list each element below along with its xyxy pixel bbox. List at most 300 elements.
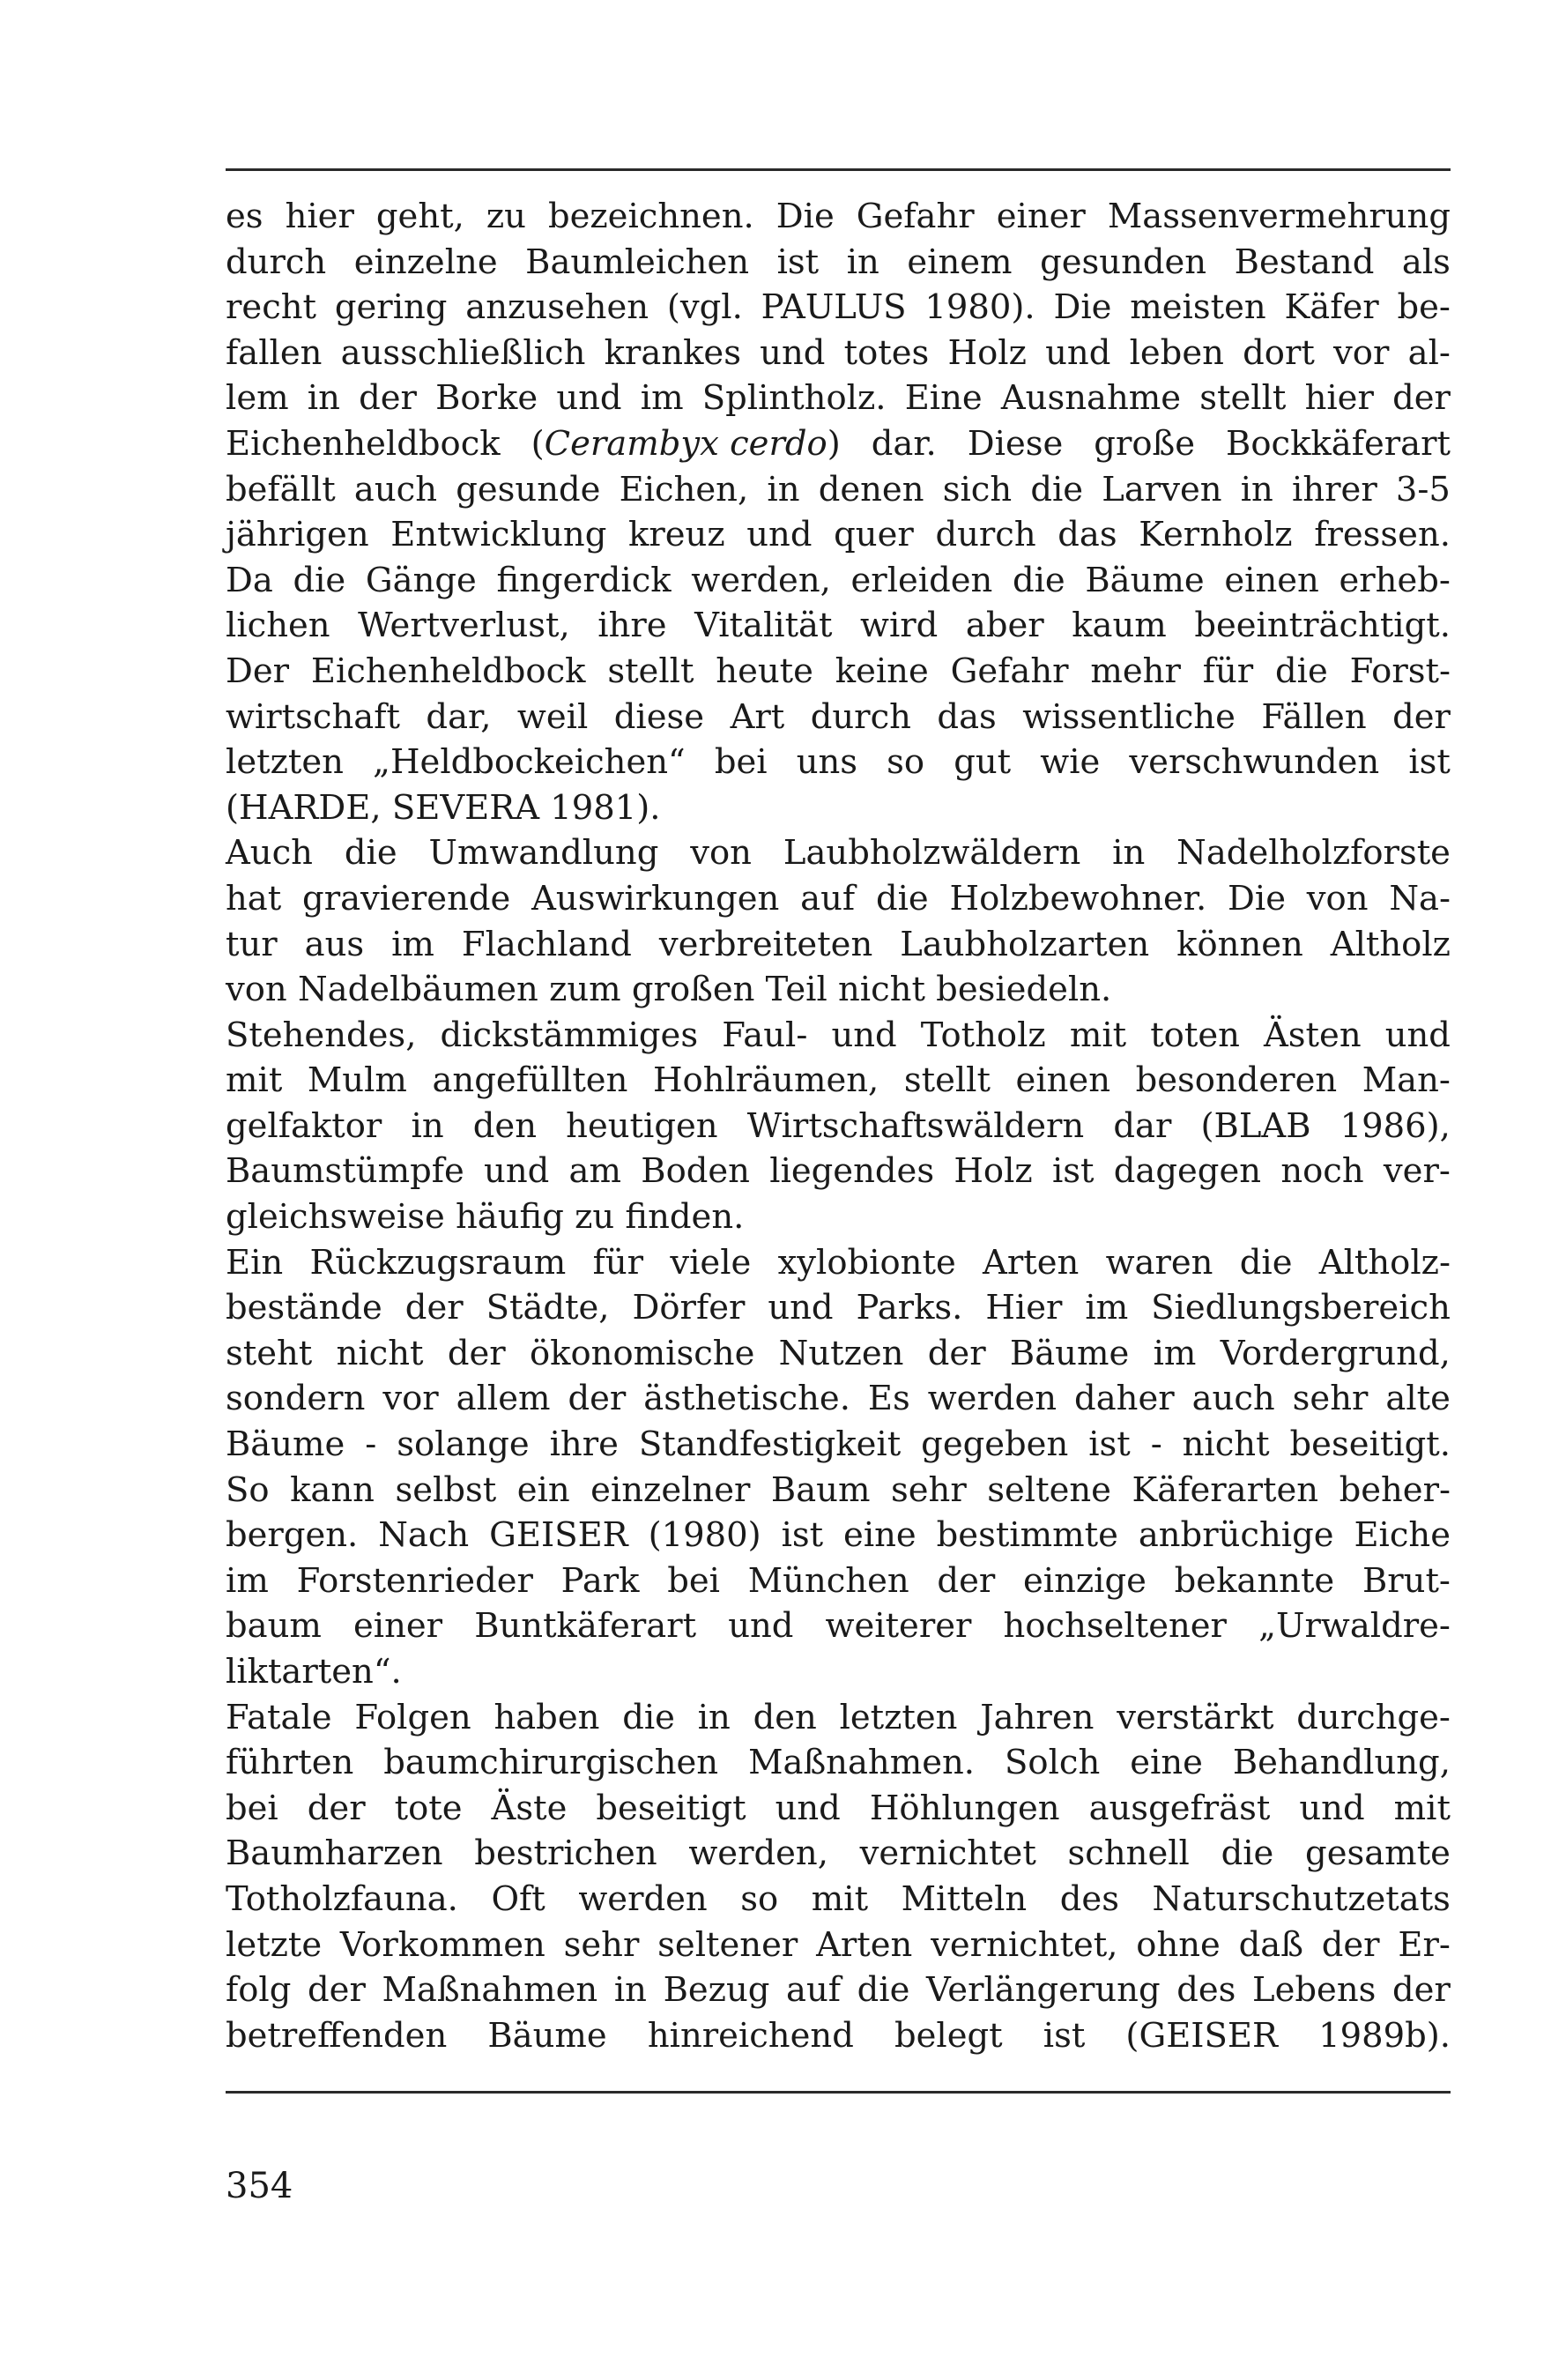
word: das	[937, 696, 997, 737]
word: die	[1239, 1242, 1293, 1283]
word: Standfestigkeit	[638, 1424, 902, 1465]
word: der	[307, 1788, 366, 1828]
word: Hier	[985, 1288, 1063, 1328]
word: es	[226, 197, 263, 236]
word: mit	[226, 1060, 283, 1101]
word: ihrer	[1292, 469, 1377, 509]
word: ökonomische	[529, 1333, 755, 1373]
word: Bestand	[1234, 242, 1375, 282]
word: leben	[1129, 332, 1224, 373]
word: so	[887, 742, 925, 783]
word: stellt	[1199, 378, 1287, 419]
text-line	[226, 1285, 1451, 1331]
word: einer	[353, 1606, 443, 1647]
word: und	[1384, 1015, 1451, 1055]
word: ein	[516, 1469, 570, 1510]
word: nicht	[1182, 1424, 1270, 1465]
word: sehr	[563, 1924, 640, 1965]
word: und	[484, 1151, 550, 1192]
word: letzten	[226, 742, 344, 783]
word: als	[1401, 242, 1451, 282]
word: Buntkäferart	[474, 1606, 697, 1647]
word: auf	[786, 1970, 842, 2011]
word: tur	[226, 924, 278, 964]
word: verschwunden	[1129, 742, 1380, 783]
word: noch	[1280, 1151, 1364, 1192]
word: beeinträchtigt.	[1194, 606, 1451, 646]
word: können	[1176, 924, 1303, 964]
word: Lebens	[1252, 1970, 1377, 2011]
word: liegendes	[769, 1151, 935, 1192]
word: durch	[935, 515, 1036, 555]
word: nicht	[336, 1333, 424, 1373]
word: durch	[810, 696, 911, 737]
word: folg	[226, 1970, 292, 2011]
word: werden,	[691, 560, 831, 600]
word: die	[1274, 651, 1328, 691]
word: die	[875, 878, 929, 919]
word: Rückzugsraum	[309, 1242, 567, 1283]
word: baumchirurgischen	[383, 1743, 719, 1783]
word: „Urwaldre-	[1258, 1606, 1451, 1647]
word: gesunde	[456, 469, 601, 509]
word: Auch	[226, 833, 313, 874]
word: Höhlungen	[869, 1788, 1060, 1828]
word: vor	[382, 1379, 439, 1419]
word: Wertverlust,	[358, 606, 570, 646]
word: befällt	[226, 469, 336, 509]
word: Faul-	[722, 1015, 808, 1055]
word: Altholz	[1330, 924, 1451, 964]
text-line	[226, 285, 1451, 331]
text-line	[226, 467, 1451, 513]
word: solange	[397, 1424, 530, 1465]
word: heute	[716, 651, 813, 691]
word: bestrichen	[474, 1833, 657, 1874]
word: Wirtschaftswäldern	[746, 1105, 1085, 1146]
text-line	[226, 649, 1451, 695]
word: Laubholzarten	[900, 924, 1150, 964]
word: Dörfer	[632, 1288, 746, 1328]
text-line	[226, 1695, 1451, 1741]
word: aber	[965, 606, 1044, 646]
word: ohne	[1136, 1924, 1221, 1965]
bottom-rule	[226, 2091, 1451, 2094]
word: Vorkommen	[339, 1924, 545, 1965]
word: Bäume	[487, 2015, 607, 2056]
text-line	[226, 331, 1451, 376]
word: Städte,	[486, 1288, 610, 1328]
word: und	[746, 515, 813, 555]
word: werden,	[688, 1833, 828, 1874]
word: ist	[1043, 2015, 1086, 2056]
word: in	[1112, 833, 1146, 874]
word: Arten	[983, 1242, 1080, 1283]
word: der	[359, 378, 417, 419]
text-line	[226, 1240, 1451, 1286]
word: bezeichnen.	[547, 197, 754, 236]
word: für	[1202, 651, 1254, 691]
word: beseitigt.	[1289, 1424, 1451, 1465]
text-line	[226, 2013, 1451, 2059]
word: Folgen	[354, 1697, 471, 1737]
word: ausschließlich	[340, 332, 586, 373]
word: weiterer	[825, 1606, 972, 1647]
word: Verlängerung	[926, 1970, 1161, 2011]
word: Splintholz.	[701, 378, 887, 419]
word: der	[568, 1379, 627, 1419]
text-line: (HARDE, SEVERA 1981).	[226, 787, 661, 828]
word: von	[690, 833, 752, 874]
word: Diese	[967, 423, 1064, 464]
word: der	[1392, 1970, 1451, 2011]
word: im	[640, 378, 684, 419]
word: Na-	[1389, 878, 1451, 919]
text-line: liktarten“.	[226, 1652, 402, 1692]
word: So	[226, 1469, 270, 1510]
word: recht	[226, 287, 317, 328]
word: und	[556, 378, 622, 419]
word: des	[1059, 1878, 1119, 1919]
word: Altholz-	[1318, 1242, 1451, 1283]
word: Eichenheldbock	[226, 423, 501, 464]
word: hier	[285, 197, 354, 236]
word: ihre	[597, 606, 667, 646]
text-line	[226, 1513, 1451, 1558]
word: hinreichend	[647, 2015, 854, 2056]
word: jährigen	[226, 515, 369, 555]
word: hier	[1304, 378, 1374, 419]
word: durchge-	[1296, 1697, 1451, 1737]
text-line	[226, 240, 1451, 286]
word: daher	[1074, 1379, 1175, 1419]
word: stellt	[607, 651, 694, 691]
word: Gefahr	[950, 651, 1069, 691]
word: Behandlung,	[1232, 1743, 1451, 1783]
text-line	[226, 1422, 1451, 1468]
word: Ein	[226, 1242, 284, 1283]
word: lichen	[226, 606, 330, 646]
word: Es	[867, 1379, 910, 1419]
word: diese	[613, 696, 705, 737]
word: erleiden	[850, 560, 993, 600]
word: Totholzfauna.	[226, 1878, 458, 1919]
text-line: von Nadelbäumen zum großen Teil nicht besiedeln.	[226, 970, 1112, 1010]
word: Nach	[378, 1515, 470, 1556]
word: ist	[1051, 1151, 1095, 1192]
word: Laubholzwäldern	[783, 833, 1081, 874]
word: fingerdick	[496, 560, 672, 600]
word: Entwicklung	[390, 515, 607, 555]
text-line	[226, 1831, 1451, 1877]
word: 1989b).	[1318, 2015, 1451, 2056]
word: gut	[954, 742, 1012, 783]
word: gelfaktor	[226, 1105, 382, 1146]
word: Ästen	[1264, 1015, 1362, 1055]
text-line	[226, 512, 1451, 558]
word: Umwandlung	[428, 833, 659, 874]
word: des	[1176, 1970, 1236, 2011]
word: Eichen,	[619, 469, 749, 509]
word: wirtschaft	[226, 696, 400, 737]
word: gesamte	[1305, 1833, 1451, 1874]
word: Die	[1228, 878, 1286, 919]
word: 1986),	[1340, 1105, 1451, 1146]
text-line	[226, 1058, 1451, 1104]
word: beher-	[1339, 1469, 1451, 1510]
word: Er-	[1398, 1924, 1451, 1965]
word: Nadelholzforste	[1176, 833, 1451, 874]
word: vernichtet,	[931, 1924, 1118, 1965]
word: in	[613, 1970, 647, 2011]
text-line	[226, 558, 1451, 604]
word: ist	[1088, 1424, 1131, 1465]
word: die	[1221, 1833, 1274, 1874]
word: mit	[1393, 1788, 1451, 1828]
word: Holz	[954, 1151, 1033, 1192]
word: ausgefräst	[1088, 1788, 1271, 1828]
word: den	[753, 1697, 817, 1737]
word: Äste	[491, 1788, 568, 1828]
text-line	[226, 1468, 1451, 1514]
word: kann	[290, 1469, 375, 1510]
word: Fällen	[1261, 696, 1367, 737]
word: auch	[1191, 1379, 1275, 1419]
word: werden	[578, 1878, 708, 1919]
word: dar	[1113, 1105, 1172, 1146]
text-line	[226, 830, 1451, 876]
text-line	[226, 1603, 1451, 1649]
word: Boden	[641, 1151, 750, 1192]
word: für	[592, 1242, 644, 1283]
word: fressen.	[1314, 515, 1451, 555]
word: Mitteln	[901, 1878, 1028, 1919]
word: 3-5	[1395, 469, 1451, 509]
word: Holzbewohner.	[949, 878, 1207, 919]
body-text	[226, 194, 1451, 2058]
word: werden	[927, 1379, 1058, 1419]
word: die	[1012, 560, 1065, 600]
word: Käfer	[1284, 287, 1379, 328]
word: bekannte	[1174, 1560, 1335, 1601]
word: Park	[560, 1560, 640, 1601]
word: Borke	[435, 378, 538, 419]
word: Hohlräumen,	[652, 1060, 879, 1101]
word: und	[768, 1288, 834, 1328]
word: aus	[304, 924, 365, 964]
word: verbreiteten	[658, 924, 873, 964]
word: bestimmte	[936, 1515, 1118, 1556]
word: quer	[834, 515, 914, 555]
word: verstärkt	[1117, 1697, 1274, 1737]
word: Bezug	[663, 1970, 770, 2011]
word: Flachland	[461, 924, 632, 964]
word: bei	[226, 1788, 278, 1828]
word: bestände	[226, 1288, 382, 1328]
word: Art	[730, 696, 785, 737]
word: Baumstümpfe	[226, 1151, 464, 1192]
word: dickstämmiges	[440, 1015, 699, 1055]
word: (1980)	[648, 1515, 761, 1556]
word: und	[728, 1606, 794, 1647]
word: Arten	[816, 1924, 913, 1965]
word: mit	[811, 1878, 869, 1919]
word: kaum	[1072, 606, 1167, 646]
word: in	[411, 1105, 444, 1146]
word: das	[1058, 515, 1117, 555]
word: wird	[860, 606, 939, 646]
word: ihre	[549, 1424, 619, 1465]
word: Nutzen	[778, 1333, 904, 1373]
word: daß	[1238, 1924, 1303, 1965]
text-line	[226, 1104, 1451, 1149]
word: der	[937, 1560, 996, 1601]
word: der	[1392, 696, 1451, 737]
word: Baum	[770, 1469, 871, 1510]
text-line	[226, 922, 1451, 968]
word: krankes	[604, 332, 741, 373]
word: gravierende	[302, 878, 511, 919]
word: gering	[334, 287, 448, 328]
word: Maßnahmen	[382, 1970, 598, 2011]
word: München	[747, 1560, 909, 1601]
text-line	[226, 376, 1451, 421]
word: uns	[796, 742, 858, 783]
text-line	[226, 1558, 1451, 1604]
word: Gänge	[365, 560, 477, 600]
word: Ausnahme	[1000, 378, 1182, 419]
word: lem	[226, 378, 289, 419]
word: und	[831, 1015, 897, 1055]
word: im	[1085, 1288, 1129, 1328]
text-line	[226, 740, 1451, 785]
word: Bäume	[226, 1424, 345, 1465]
word: viele	[670, 1242, 752, 1283]
word: in	[767, 469, 800, 509]
word: einen	[1224, 560, 1319, 600]
word: eine	[1130, 1743, 1203, 1783]
word: (GEISER	[1125, 2015, 1278, 2056]
word: weil	[516, 696, 589, 737]
word: Fatale	[226, 1697, 332, 1737]
text-line	[226, 1013, 1451, 1059]
word: der	[308, 1970, 366, 2011]
word: den	[472, 1105, 537, 1146]
text-line: gleichsweise häufig zu finden.	[226, 1197, 745, 1238]
word: bei	[714, 742, 768, 783]
word: im	[1153, 1333, 1197, 1373]
text-line	[226, 603, 1451, 649]
text-line	[226, 1740, 1451, 1786]
word: Eine	[904, 378, 983, 419]
word: auch	[353, 469, 438, 509]
word: Brut-	[1362, 1560, 1451, 1601]
text-line	[226, 1376, 1451, 1422]
word: vernichtet	[859, 1833, 1036, 1874]
word: GEISER	[489, 1515, 628, 1556]
word: -	[365, 1424, 377, 1465]
word: geht,	[375, 197, 464, 236]
word: waren	[1105, 1242, 1213, 1283]
word: der	[1321, 1924, 1380, 1965]
page-number: 354	[226, 2166, 293, 2206]
word: eine	[843, 1515, 916, 1556]
word: Forstenrieder	[296, 1560, 533, 1601]
word: Man-	[1362, 1060, 1451, 1101]
word: einzelner	[590, 1469, 751, 1510]
word: hat	[226, 878, 282, 919]
word: tote	[394, 1788, 463, 1828]
word: denen	[818, 469, 924, 509]
word: der	[447, 1333, 506, 1373]
word: auf	[800, 878, 856, 919]
word: gegeben	[921, 1424, 1069, 1465]
word: bei	[667, 1560, 720, 1601]
word: in	[1240, 469, 1273, 509]
word: Forst-	[1349, 651, 1451, 691]
word: ist	[1408, 742, 1451, 783]
word: der	[1392, 378, 1451, 419]
word: im	[226, 1560, 269, 1601]
word: von	[1306, 878, 1369, 919]
word: angefüllten	[432, 1060, 628, 1101]
word: bergen.	[226, 1515, 359, 1556]
word: steht	[226, 1333, 313, 1373]
word: Naturschutzetats	[1152, 1878, 1451, 1919]
word: Bäume	[1085, 560, 1205, 600]
word: große	[1094, 423, 1196, 464]
word: anbrüchige	[1138, 1515, 1334, 1556]
word: „Heldbockeichen“	[373, 742, 686, 783]
word: Bäume	[1009, 1333, 1130, 1373]
word: stellt	[903, 1060, 991, 1101]
word: heutigen	[566, 1105, 718, 1146]
top-rule	[226, 168, 1451, 171]
word: Stehendes,	[226, 1015, 417, 1055]
word: PAULUS	[761, 287, 907, 328]
word: Vordergrund,	[1220, 1333, 1451, 1373]
word: 1980).	[924, 287, 1035, 328]
word: (BLAB	[1200, 1105, 1311, 1146]
word: einem	[907, 242, 1013, 282]
text-line	[226, 1967, 1451, 2013]
word: keine	[835, 651, 929, 691]
word: durch	[226, 242, 327, 282]
text-line	[226, 876, 1451, 922]
word: die	[857, 1970, 910, 2011]
word: al-	[1407, 332, 1451, 373]
word: wissentliche	[1022, 696, 1236, 737]
word: hochseltener	[1003, 1606, 1227, 1647]
word: letzte	[226, 1924, 323, 1965]
word: Totholz	[920, 1015, 1046, 1055]
word: in	[307, 378, 340, 419]
word: Baumharzen	[226, 1833, 443, 1874]
word: dort	[1243, 332, 1315, 373]
word: wie	[1040, 742, 1101, 783]
word: Eiche	[1354, 1515, 1451, 1556]
word: xylobionte	[777, 1242, 956, 1283]
word: Gefahr	[856, 197, 975, 236]
word: -	[1150, 1424, 1162, 1465]
word: Der	[226, 651, 290, 691]
word: Parks.	[856, 1288, 963, 1328]
word: Bockkäferart	[1226, 423, 1451, 464]
word: und	[775, 1788, 841, 1828]
word: in	[697, 1697, 731, 1737]
word: Larven	[1102, 469, 1222, 509]
word: (vgl.	[666, 287, 743, 328]
